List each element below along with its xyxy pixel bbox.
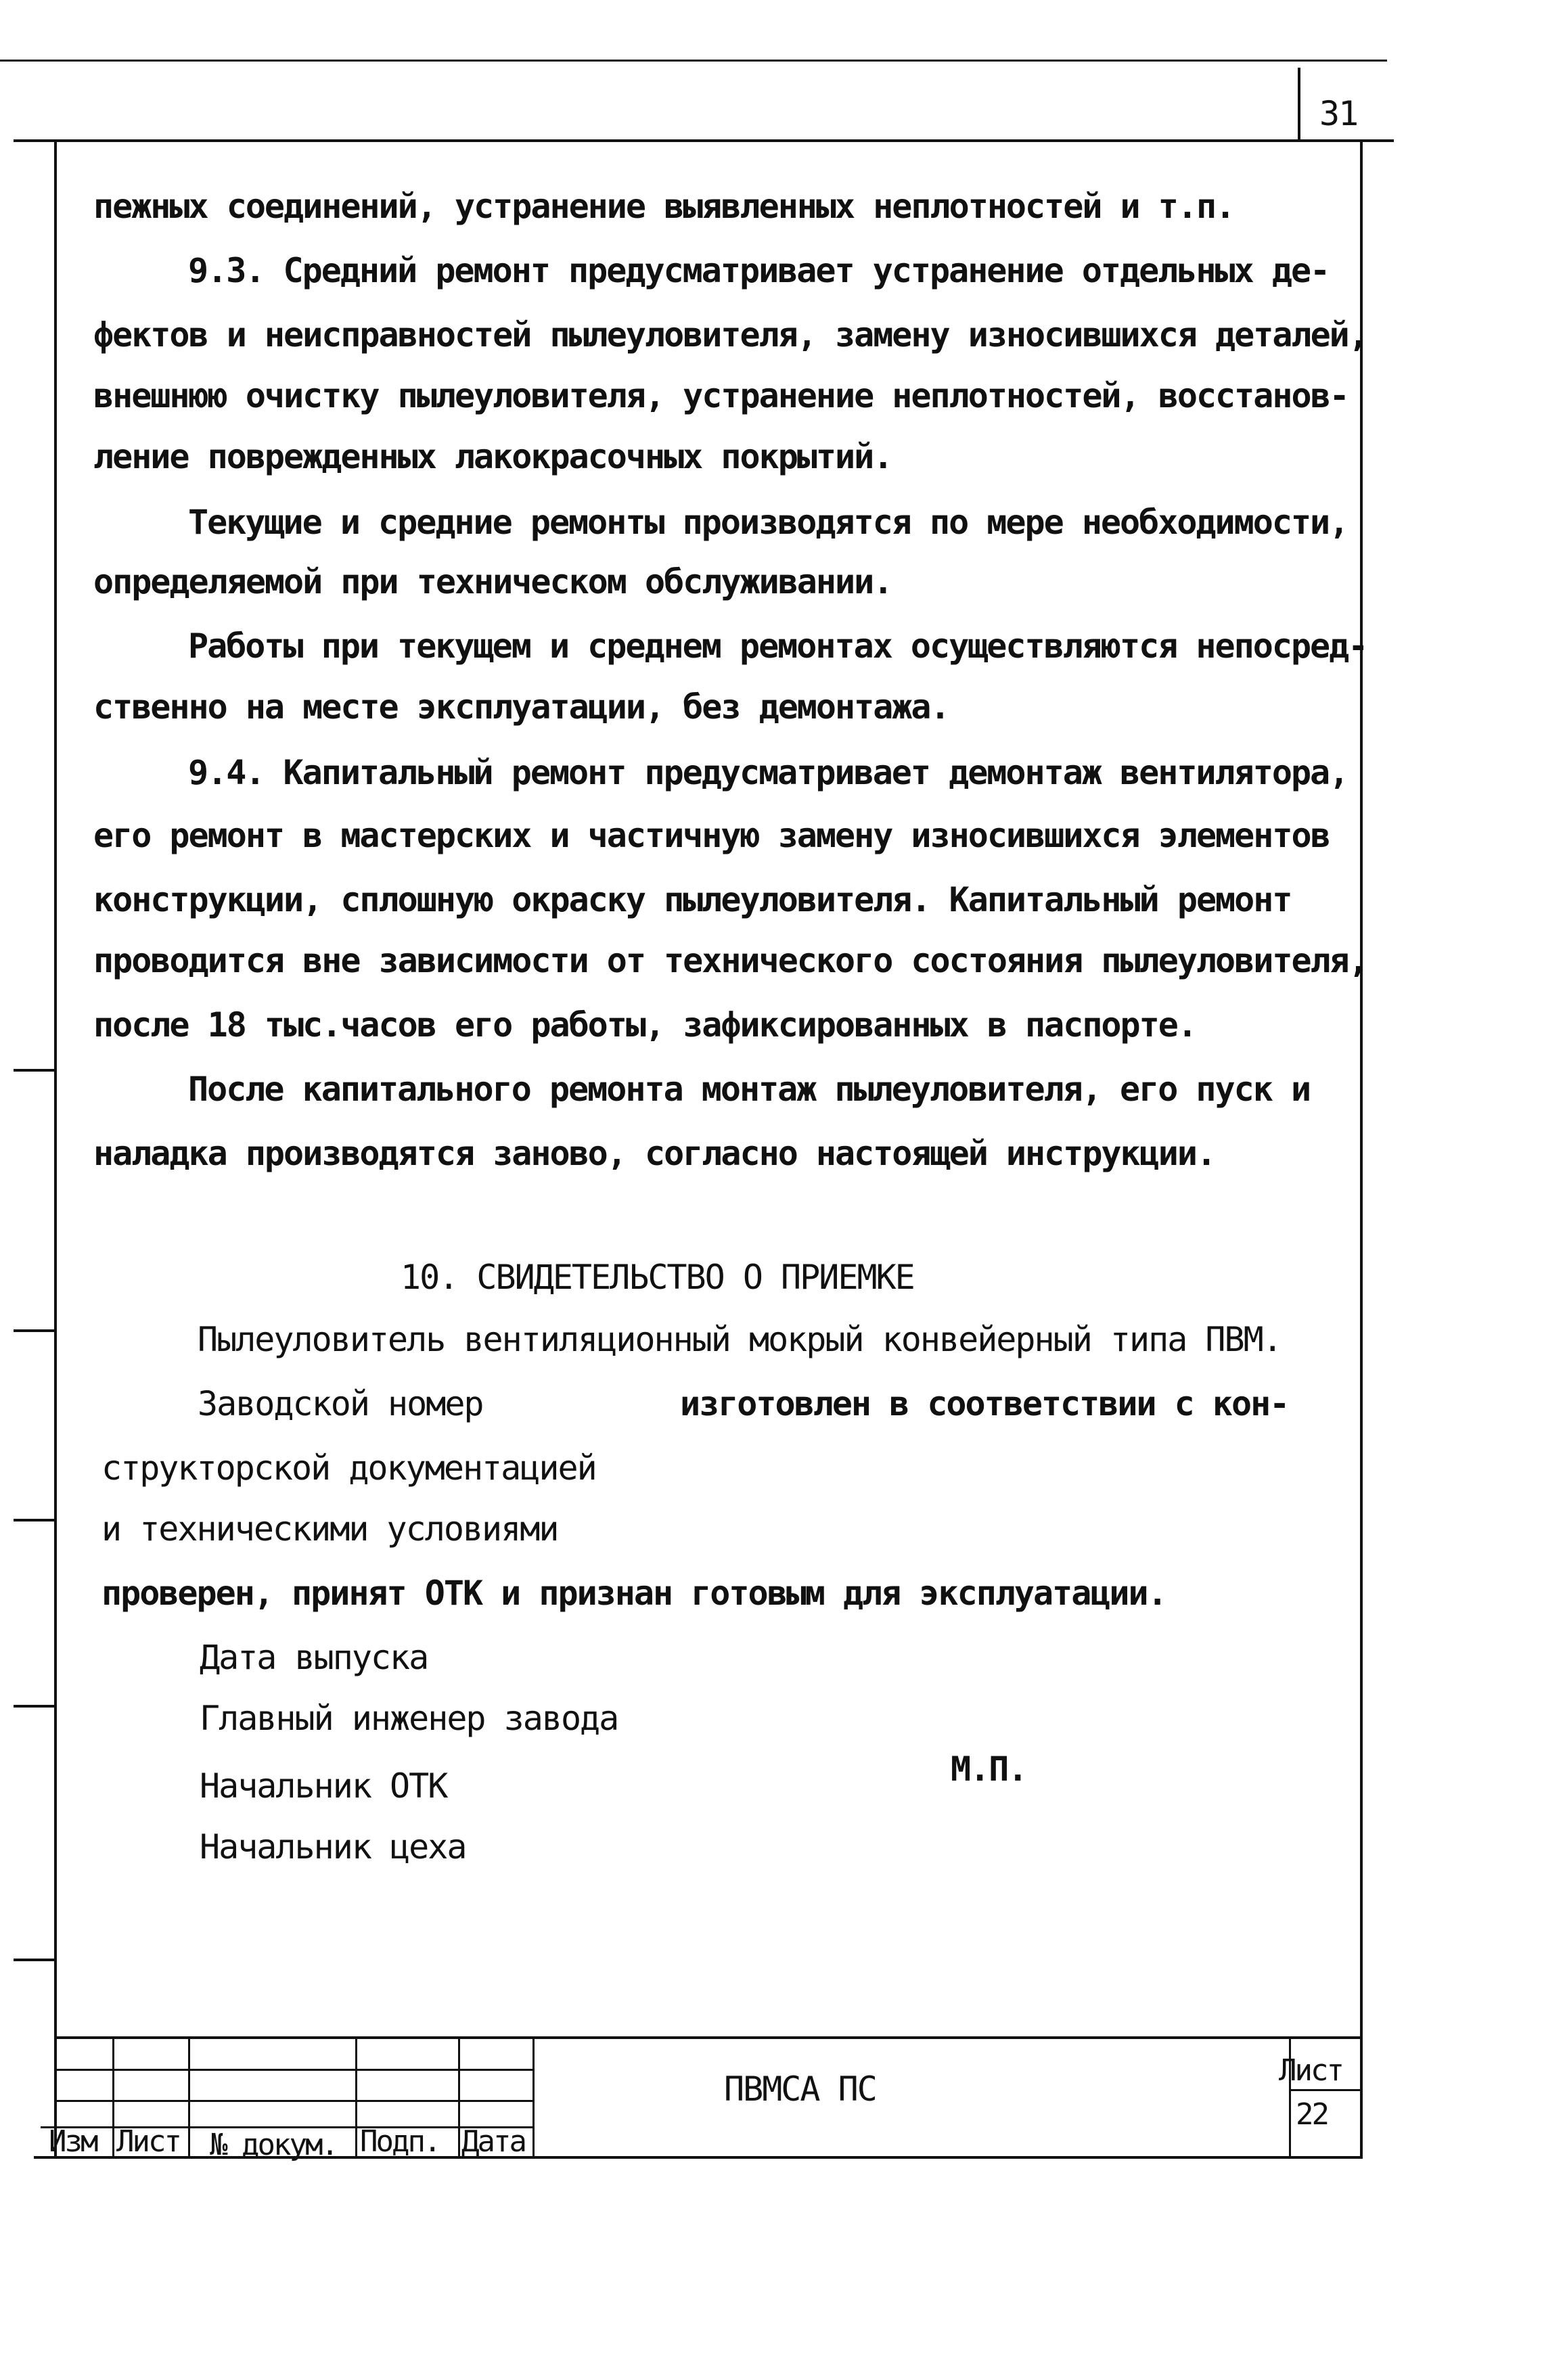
margin-tick (14, 1959, 55, 1961)
body-line: наладка производятся заново, согласно настоящей инструкции. (93, 1134, 1216, 1173)
head-otk-label: Начальник ОТК (200, 1766, 447, 1806)
section-heading: 10. СВИДЕТЕЛЬСТВО О ПРИЕМКЕ (401, 1258, 914, 1297)
body-line: внешнюю очистку пылеуловителя, устранение неплотностей, восстанов- (93, 376, 1348, 415)
certificate-line: проверен, принят ОТК и признан готовым для эксплуатации. (101, 1574, 1166, 1613)
col-sign-label: Подп. (360, 2124, 440, 2159)
title-block-row-line (57, 2069, 535, 2071)
certificate-line: и техническими условиями (101, 1509, 558, 1549)
body-line: После капитального ремонта монтаж пылеуловителя, его пуск и (188, 1070, 1311, 1109)
title-block-row-line (57, 2100, 535, 2102)
certificate-line: Пылеуловитель вентиляционный мокрый конвейерный типа ПВМ. (198, 1320, 1282, 1359)
title-block-row-line (1289, 2089, 1360, 2091)
margin-tick (14, 1069, 55, 1072)
document-designation: ПВМСА ПС (724, 2069, 876, 2109)
title-block-col-line (188, 2036, 190, 2158)
body-line: определяемой при техническом обслуживании. (93, 562, 892, 601)
body-line: проводится вне зависимости от технического состояния пылеуловителя, (93, 941, 1367, 980)
body-line: конструкции, сплошную окраску пылеуловителя. Капитальный ремонт (93, 880, 1292, 919)
page-number: 31 (1319, 94, 1358, 133)
body-line: ственно на месте эксплуатации, без демонтажа. (93, 687, 949, 727)
body-line: фектов и неисправностей пылеуловителя, замену износившихся деталей, (93, 315, 1367, 354)
col-date-label: Дата (461, 2124, 525, 2159)
stamp-place-label: М.П. (951, 1749, 1027, 1789)
certificate-line: изготовлен в соответствии с кон- (680, 1384, 1289, 1423)
body-line: его ремонт в мастерских и частичную замену износившихся элементов (93, 816, 1330, 855)
body-line: Работы при текущем и среднем ремонтах осуществляются непосред- (188, 626, 1367, 666)
col-list-label: Лист (116, 2124, 180, 2159)
title-block-col-line (112, 2036, 114, 2158)
title-block-col-line (532, 2036, 535, 2158)
body-line: 9.3. Средний ремонт предусматривает устранение отдельных де- (188, 251, 1330, 290)
col-doc-label: № докум. (210, 2128, 337, 2162)
frame-top-line (14, 139, 1394, 142)
body-line: после 18 тыс.часов его работы, зафиксированных в паспорте. (93, 1005, 1196, 1045)
margin-tick (14, 1329, 55, 1332)
title-block-col-line (355, 2036, 357, 2158)
title-block-col-line (458, 2036, 460, 2158)
title-block-top-line (57, 2036, 1360, 2039)
frame-left-line (54, 139, 57, 2159)
col-izm-label: Изм (49, 2124, 97, 2159)
chief-engineer-label: Главный инженер завода (200, 1699, 618, 1738)
margin-tick (14, 1705, 55, 1708)
page-number-box-line (1298, 68, 1300, 141)
body-line: ление поврежденных лакокрасочных покрытий. (93, 437, 892, 476)
sheet-number: 22 (1296, 2097, 1328, 2132)
head-shop-label: Начальник цеха (200, 1827, 466, 1867)
margin-tick (14, 1519, 55, 1521)
top-edge-line (0, 60, 1387, 62)
body-line: пежных соединений, устранение выявленных неплотностей и т.п. (93, 187, 1235, 226)
body-line: 9.4. Капитальный ремонт предусматривает демонтаж вентилятора, (188, 753, 1348, 792)
body-line: Текущие и средние ремонты производятся по мере необходимости, (188, 503, 1348, 542)
frame-right-line (1360, 139, 1363, 2159)
sheet-label: Лист (1279, 2053, 1342, 2088)
certificate-line: структорской документацией (101, 1448, 596, 1488)
release-date-label: Дата выпуска (200, 1638, 428, 1677)
certificate-line: Заводской номер (198, 1384, 483, 1423)
